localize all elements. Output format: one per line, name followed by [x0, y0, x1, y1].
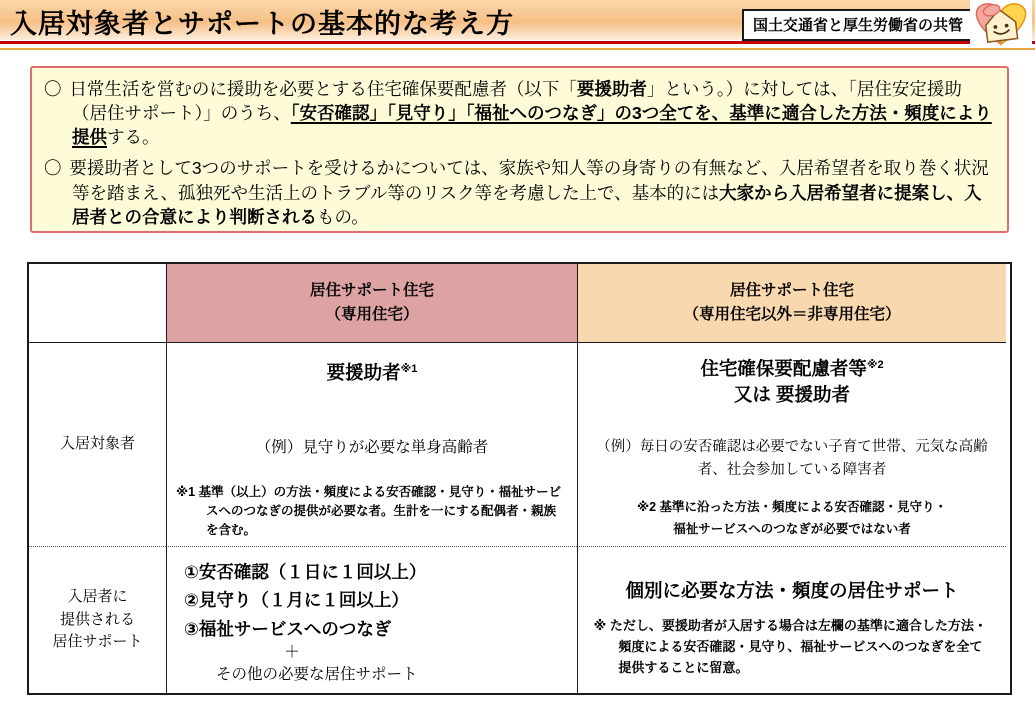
support-nondedicated-note: ※ ただし、要援助者が入居する場合は左欄の基準に適合した方法・頻度による安否確認・見守り、福祉サービスへのつなぎを全て提供することに留意。: [593, 618, 987, 675]
note-ref-1: ※1: [400, 363, 418, 375]
support-item-3: ③福祉サービスへのつなぎ: [184, 618, 392, 639]
target-nondedicated-heading: [578, 356, 1006, 408]
summary-bullet-2: [44, 156, 995, 228]
red-divider-line: [0, 41, 1035, 44]
header-nondedicated-line1: 居住サポート住宅: [729, 281, 854, 299]
target-nondedicated-heading-line1: 住宅確保要配慮者等: [700, 358, 867, 379]
target-dedicated-heading-text: 要援助者: [326, 362, 401, 383]
row-label-support-line3: 居住サポート: [52, 633, 143, 651]
bullet2-text: 要援助者として3つのサポートを受けるかについては、家族や知人等の身寄りの有無など、入居希望者を取り巻く状況等を踏まえ、孤独死や生活上のトラブル等のリスク等を考慮した上で、基本的には: [69, 158, 989, 203]
row-label-support: [29, 546, 166, 693]
cell-target-nondedicated: [577, 342, 1006, 546]
header-nondedicated-line2: （専用住宅以外＝非専用住宅）: [683, 306, 901, 323]
target-dedicated-heading: [167, 359, 577, 385]
target-nondedicated-note-line2: 福祉サービスへのつなぎが必要ではない者: [673, 522, 911, 537]
row-label-support-line1: 入居者に: [67, 588, 128, 606]
header-cell-dedicated: [166, 264, 577, 342]
ministry-badge: 国土交通省と厚生労働省の共管: [742, 9, 974, 41]
summary-bullet-1: [44, 77, 995, 149]
cell-support-nondedicated: [577, 546, 1006, 693]
heart-house-mascot-icon: [970, 0, 1032, 47]
mascot-icon: [970, 0, 1032, 47]
header-dedicated-line1: 居住サポート住宅: [309, 281, 434, 299]
bullet1-text: 日常生活を営むのに援助を必要とする住宅確保要配慮者（以下「: [69, 79, 577, 99]
bullet1-bold: 要援助者: [576, 79, 647, 99]
support-item-1: ①安否確認（１日に１回以上）: [184, 562, 427, 582]
target-nondedicated-note: [578, 497, 1006, 541]
support-nondedicated-heading: 個別に必要な方法・頻度の居住サポート: [625, 580, 959, 601]
target-nondedicated-example: （例）毎日の安否確認は必要でない子育て世帯、元気な高齢者、社会参加している障害者: [596, 438, 988, 478]
cell-target-dedicated: [166, 342, 577, 546]
plus-sign: ＋: [284, 644, 301, 662]
row-label-target-text: 入居対象者: [59, 435, 135, 453]
bullet1-bold-underline: 「安否確認」「見守り」「福祉へのつなぎ」の3つ全てを、基準に適合した方法・頻度により提供: [72, 103, 992, 148]
bullet2-bold: 大家から入居希望者に提案し、入居者との合意により判断される: [72, 182, 982, 227]
support-other: その他の必要な居住サポート: [216, 665, 418, 683]
row-label-support-line2: 提供される: [59, 610, 135, 628]
target-dedicated-note: ※1 基準（以上）の方法・頻度による安否確認・見守り・福祉サービスへのつなぎの提供が必要な者。生計を一にする配偶者・親族を含む。: [176, 485, 562, 537]
header-cell-empty: [29, 264, 166, 342]
summary-box: [30, 66, 1009, 233]
target-dedicated-example: （例）見守りが必要な単身高齢者: [255, 439, 489, 456]
cell-support-dedicated: [166, 546, 577, 693]
circle-bullet-icon: 〇: [44, 158, 62, 179]
policy-table: [27, 262, 1012, 695]
circle-bullet-icon: 〇: [44, 79, 62, 99]
bullet1-text3: する。: [107, 127, 160, 148]
note-ref-2: ※2: [866, 359, 884, 371]
target-nondedicated-note-line1: ※2 基準に沿った方法・頻度による安否確認・見守り・: [636, 500, 948, 515]
page-title: 入居対象者とサポートの基本的な考え方: [10, 9, 514, 39]
support-item-2: ②見守り（１月に１回以上）: [184, 590, 409, 611]
orange-divider-line: [0, 48, 1035, 50]
bullet1-text2: 」という。）に対しては、「居住安定援助（居住サポート）」のうち、: [72, 79, 962, 124]
row-label-target: [29, 342, 166, 546]
bullet2-text2: もの。: [317, 206, 369, 227]
header-dedicated-line2: （専用住宅）: [325, 306, 419, 323]
header-cell-nondedicated: [577, 264, 1006, 342]
target-nondedicated-heading-line2: 又は 要援助者: [733, 383, 851, 405]
